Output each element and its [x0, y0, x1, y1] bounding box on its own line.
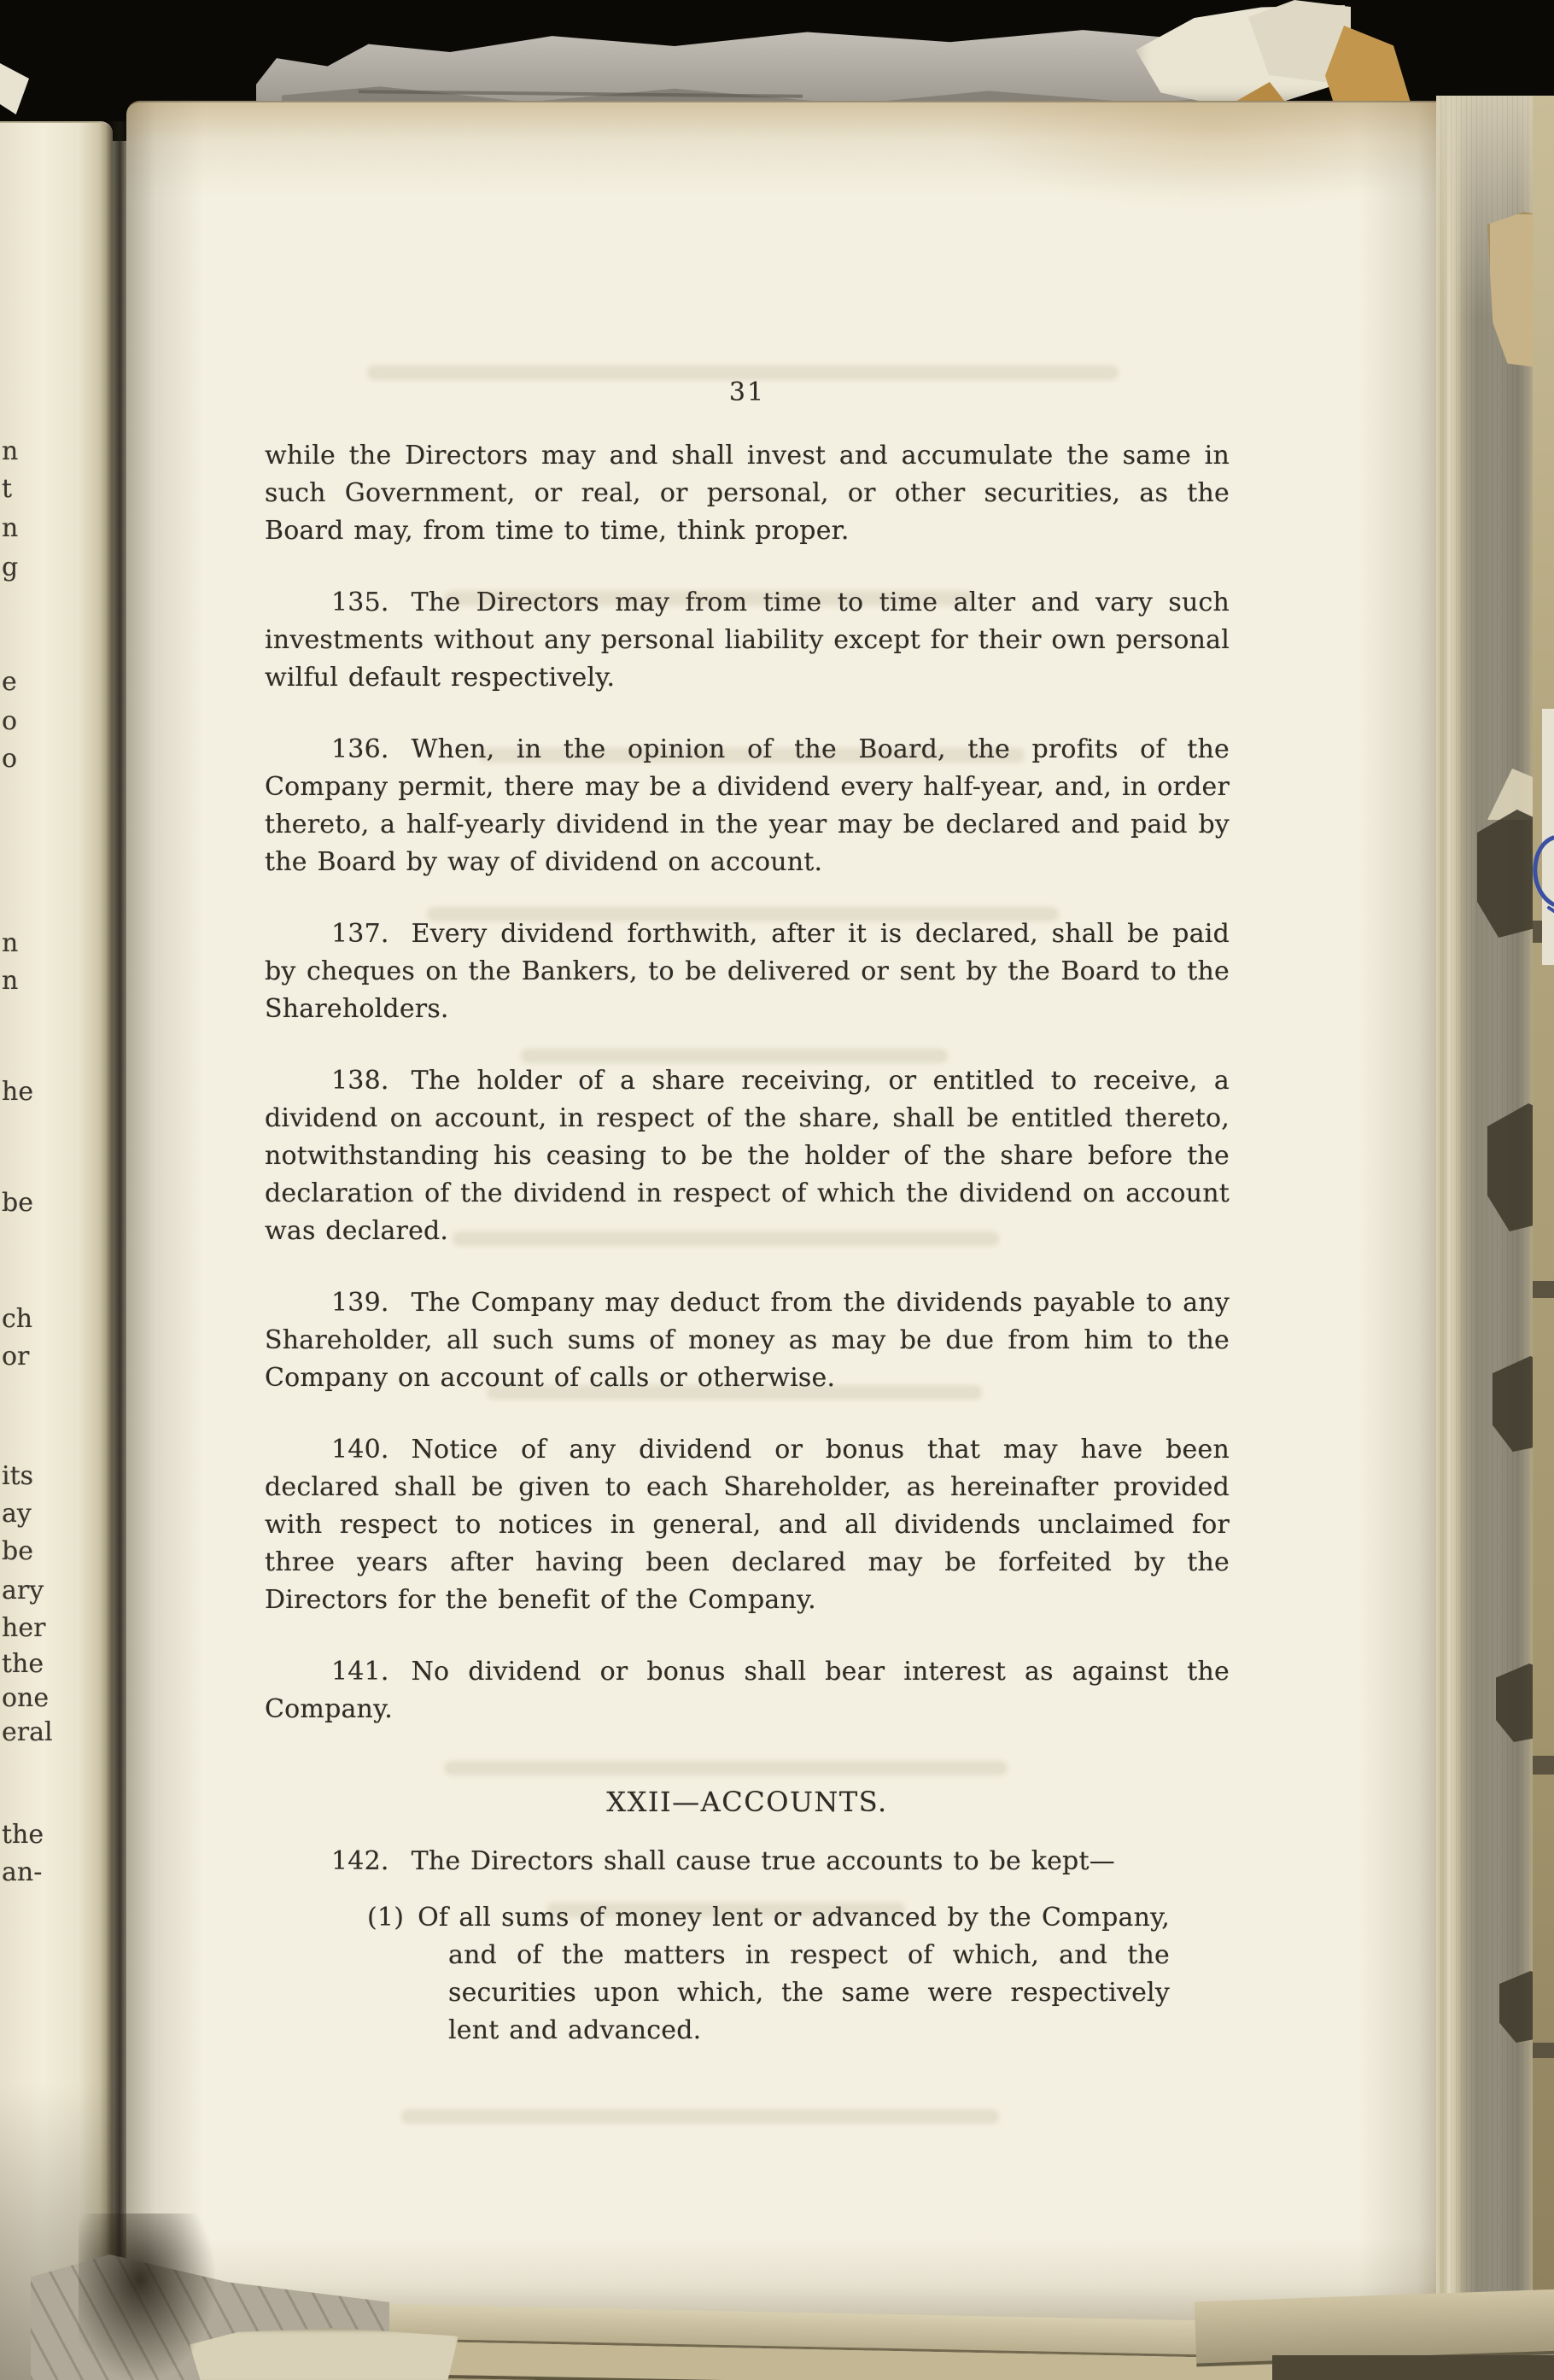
page-number: 31 — [728, 377, 766, 407]
article-140 — [265, 1431, 1230, 1619]
cutoff-text-fragment: n — [2, 513, 19, 543]
cutoff-text-fragment: the — [2, 1649, 44, 1679]
article-142 — [265, 1843, 1230, 1880]
articles-list — [265, 584, 1230, 1728]
article-number: 142. — [331, 1846, 389, 1876]
cutoff-text-fragment: he — [2, 1077, 34, 1107]
paper-scrap — [190, 2328, 459, 2380]
cutoff-text-fragment: an- — [2, 1857, 43, 1887]
article-text: The Directors shall cause true accounts to be kept— — [411, 1846, 1115, 1876]
edge-tear — [1533, 1756, 1554, 1775]
article-number: 141. — [331, 1657, 389, 1687]
article-141 — [265, 1653, 1230, 1728]
article-136 — [265, 731, 1230, 881]
article-number: 138. — [331, 1066, 389, 1096]
printed-text-column — [265, 374, 1230, 2050]
article-number: 140. — [331, 1435, 389, 1465]
cutoff-text-fragment: n — [2, 966, 19, 996]
article-text: The Directors may from time to time alter and vary such investments without any personal liability except for their own personal wilful default respectively. — [265, 588, 1230, 693]
gutter-bottom-shadow — [79, 2213, 215, 2380]
article-text: The Company may deduct from the dividends payable to any Shareholder, all such sums of money as may be due from him to the Company on account of calls or otherwise. — [265, 1288, 1230, 1393]
cutoff-text-fragment: her — [2, 1613, 46, 1643]
outer-page-edge — [1533, 96, 1554, 2346]
article-text: Notice of any dividend or bonus that may have been declared shall be given to each Shareholder, as hereinafter provided with respect to notices in general, and all dividends unclaimed for three years after having been declared may be forfeited by the Directors for the benefit of the Company. — [265, 1435, 1230, 1615]
cutoff-text-fragment: n — [2, 928, 19, 958]
article-138 — [265, 1062, 1230, 1250]
showthrough-line — [401, 2109, 999, 2124]
bottom-right-shadow — [1272, 2355, 1554, 2380]
sub-item-text-wrap — [367, 1899, 1170, 2050]
edge-tear — [1533, 1281, 1554, 1298]
cutoff-text-fragment: ay — [2, 1499, 32, 1529]
cutoff-text-fragment: t — [2, 474, 13, 504]
section-heading: XXII—ACCOUNTS. — [606, 1786, 888, 1818]
cutoff-text-fragment: its — [2, 1461, 34, 1491]
article-137 — [265, 915, 1230, 1028]
article-number: 139. — [331, 1288, 389, 1318]
article-text: The holder of a share receiving, or entitled to receive, a dividend on account, in respect of the share, shall be entitled thereto, notwithstanding his ceasing to be the holder of the share before the declaration of the dividend in respect of which the dividend on account was declared. — [265, 1066, 1230, 1246]
cutoff-text-fragment: n — [2, 436, 19, 466]
sub-item-1 — [367, 1899, 1170, 2050]
sub-item-text: Of all sums of money lent or advanced by the Company, and of the matters in respect of which, and the securities upon which, the same were respectively lent and advanced. — [418, 1903, 1170, 2045]
cutoff-text-fragment: be — [2, 1188, 33, 1218]
cutoff-text-fragment: be — [2, 1536, 33, 1566]
cutoff-text-fragment: the — [2, 1820, 44, 1850]
article-139 — [265, 1284, 1230, 1397]
article-number: 135. — [331, 588, 389, 617]
article-number: 137. — [331, 919, 389, 949]
edge-tear — [1533, 2043, 1554, 2058]
cutoff-text-fragment: g — [2, 553, 19, 582]
blue-ink-mark — [1532, 833, 1554, 915]
cutoff-text-fragment: eral — [2, 1717, 53, 1747]
cutoff-text-fragment: ary — [2, 1576, 44, 1605]
sub-item-number: (1) — [367, 1903, 405, 1933]
cutoff-text-fragment: ch — [2, 1304, 33, 1334]
cutoff-text-fragment: e — [2, 667, 17, 697]
cutoff-text-fragment: o — [2, 744, 18, 774]
article-135 — [265, 584, 1230, 697]
cutoff-text-fragment: o — [2, 706, 18, 736]
article-text: No dividend or bonus shall bear interest as against the Company. — [265, 1657, 1230, 1724]
cutoff-text-fragment: or — [2, 1342, 30, 1371]
continuation-paragraph: while the Directors may and shall invest and accumulate the same in such Government, or real, or personal, or other securities, as the Board may, from time to time, think proper. — [265, 441, 1230, 546]
article-number: 136. — [331, 734, 389, 764]
article-text: When, in the opinion of the Board, the profits of the Company permit, there may be a dividend every half-year, and, in order thereto, a half-yearly dividend in the year may be declared and paid by the Board by way of dividend on account. — [265, 734, 1230, 877]
cutoff-text-fragment: one — [2, 1683, 50, 1713]
article-text: Every dividend forthwith, after it is declared, shall be paid by cheques on the Bankers, to be delivered or sent by the Board to the Shareholders. — [265, 919, 1230, 1024]
